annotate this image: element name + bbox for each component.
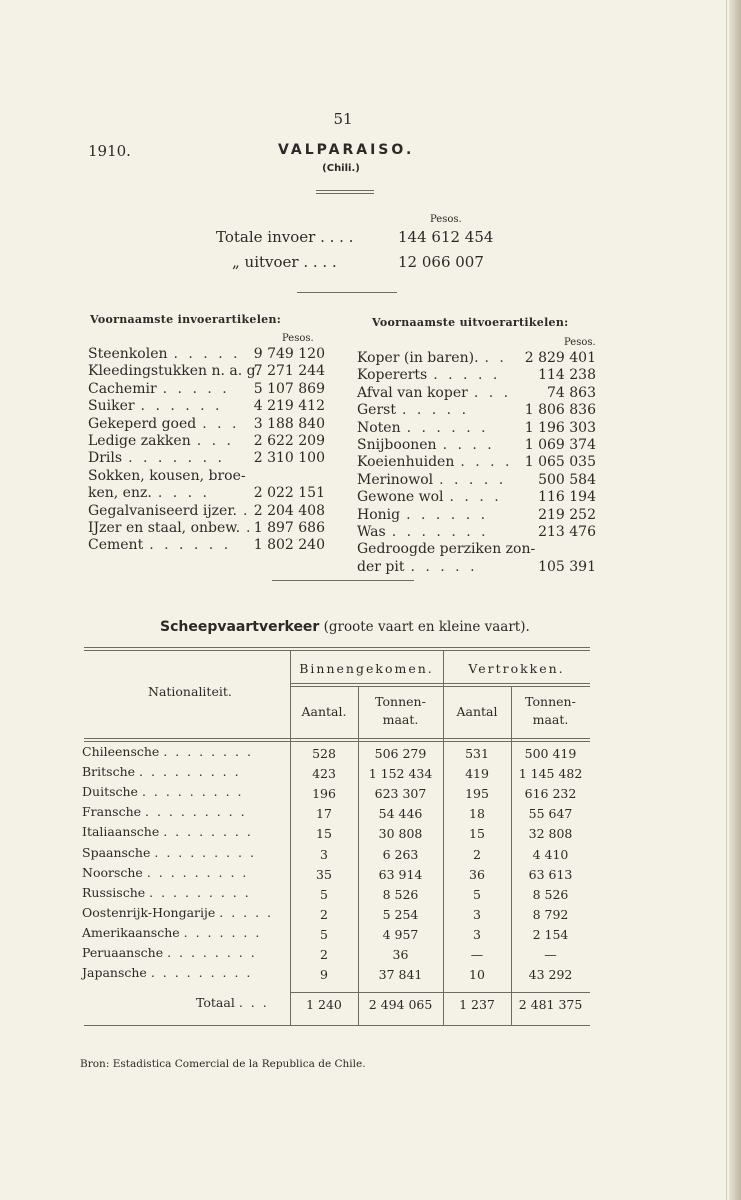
export-item bbox=[357, 454, 513, 470]
cell-in-count: 423 bbox=[312, 766, 336, 782]
cell-in-tons: 4 957 bbox=[382, 926, 419, 942]
export-item-value: 105 391 bbox=[538, 558, 596, 575]
export-item bbox=[357, 489, 502, 505]
cell-out-tons: 43 292 bbox=[528, 967, 573, 983]
total-in-count: 1 240 bbox=[306, 997, 342, 1012]
country-subtitle: (Chili.) bbox=[322, 163, 360, 174]
import-item bbox=[88, 398, 223, 414]
source-note: Bron: Estadistica Comercial de la Republica de Chile. bbox=[80, 1058, 366, 1070]
cell-out-tons: — bbox=[544, 947, 557, 962]
export-item-name: Kopererts bbox=[357, 367, 428, 384]
export-item-name: Koeienhuiden bbox=[357, 454, 455, 471]
export-item-dots: . . . . bbox=[460, 454, 513, 471]
import-item-name: Gekeperd goed bbox=[88, 415, 197, 432]
import-item-value: 4 219 412 bbox=[253, 398, 325, 415]
export-item bbox=[357, 367, 500, 383]
departed-subrule bbox=[444, 686, 590, 687]
header-out-tons-2: maat. bbox=[532, 712, 569, 727]
export-item-dots: . . . . . bbox=[433, 367, 501, 384]
header-arrived: Binnengekomen. bbox=[299, 661, 434, 676]
table-row-nationality bbox=[82, 965, 252, 980]
table-row-nationality bbox=[82, 804, 247, 819]
report-year: 1910. bbox=[88, 142, 131, 160]
export-item-value: 219 252 bbox=[538, 506, 596, 523]
import-item-dots: . . . bbox=[196, 433, 234, 449]
cell-in-count: 3 bbox=[320, 846, 328, 862]
table-header-rule bbox=[84, 738, 590, 739]
total-import-label: Totale invoer . . . . bbox=[216, 228, 354, 246]
import-item bbox=[88, 468, 252, 484]
import-item bbox=[88, 433, 234, 449]
export-item-value: 1 069 374 bbox=[524, 437, 596, 453]
table-row-nationality bbox=[82, 764, 241, 779]
cell-in-count: 196 bbox=[312, 786, 336, 802]
import-item-value: 5 107 869 bbox=[253, 380, 325, 397]
export-item-value: 1 196 303 bbox=[524, 419, 596, 436]
nationality-name: Peruaansche bbox=[82, 945, 164, 960]
table-header-rule bbox=[84, 741, 590, 742]
export-item-name: Snijboonen bbox=[357, 437, 437, 453]
import-item-value: 2 022 151 bbox=[253, 485, 325, 502]
cell-in-tons: 1 152 434 bbox=[368, 766, 433, 782]
nationality-dots: . . . . . . . . . bbox=[145, 804, 247, 820]
cell-out-count: 18 bbox=[469, 806, 485, 822]
export-item bbox=[357, 541, 541, 557]
import-item bbox=[88, 503, 250, 519]
cell-in-count: 35 bbox=[316, 866, 332, 882]
nationality-dots: . . . . . . . . . bbox=[154, 844, 256, 860]
import-item-name: Steenkolen bbox=[88, 346, 168, 362]
title-rule bbox=[316, 193, 374, 194]
import-item-dots: . . . . bbox=[157, 485, 210, 502]
header-nationality: Nationaliteit. bbox=[148, 684, 232, 699]
total-row-label bbox=[196, 995, 269, 1010]
export-item bbox=[357, 385, 511, 401]
cell-in-count: 5 bbox=[320, 926, 328, 942]
total-out-tons: 2 481 375 bbox=[518, 997, 583, 1012]
cell-in-tons: 63 914 bbox=[378, 866, 423, 882]
cell-out-count: 419 bbox=[465, 766, 489, 782]
export-item-dots: . . . . bbox=[449, 489, 502, 506]
nationality-dots: . . . . . . . . . bbox=[139, 764, 241, 780]
cell-in-tons: 54 446 bbox=[378, 806, 423, 822]
header-departed: Vertrokken. bbox=[468, 661, 565, 676]
table-row-nationality bbox=[82, 865, 248, 880]
nationality-dots: . . . . . . . . bbox=[167, 945, 257, 960]
cell-in-count: 15 bbox=[316, 826, 332, 842]
cell-in-tons: 8 526 bbox=[382, 886, 419, 902]
import-item-dots: . . . . . . bbox=[149, 537, 232, 554]
cell-out-count: 195 bbox=[465, 786, 489, 802]
import-item-dots: . . . . . bbox=[173, 346, 241, 362]
export-item-dots: . . . bbox=[473, 384, 512, 401]
export-item-name: der pit bbox=[357, 558, 405, 575]
cell-in-count: 17 bbox=[316, 806, 332, 822]
city-title: VALPARAISO. bbox=[278, 142, 415, 158]
total-dots: . . . bbox=[238, 995, 269, 1010]
table-row-nationality bbox=[82, 885, 251, 900]
total-export-value: 12 066 007 bbox=[398, 253, 484, 271]
import-item-name: Ledige zakken bbox=[88, 433, 191, 449]
export-item-dots: . . . . . bbox=[410, 558, 478, 575]
import-item-dots: . . . . . . . bbox=[128, 450, 225, 467]
cell-in-tons: 506 279 bbox=[374, 746, 427, 761]
shipping-subtitle: (groote vaart en kleine vaart). bbox=[323, 619, 530, 635]
export-item-name: Gewone wol bbox=[357, 489, 444, 506]
cell-out-count: 3 bbox=[473, 926, 481, 942]
export-item-name: Merinowol bbox=[357, 471, 434, 488]
nationality-dots: . . . . . . . . . bbox=[149, 884, 251, 900]
import-item-name: IJzer en staal, onbew. bbox=[88, 520, 241, 536]
table-row-nationality bbox=[82, 845, 256, 860]
export-item bbox=[357, 420, 489, 436]
nationality-dots: . . . . . bbox=[219, 904, 274, 920]
import-item bbox=[88, 537, 231, 553]
cell-in-tons: 5 254 bbox=[382, 906, 419, 922]
nationality-name: Oostenrijk-Hongarije bbox=[82, 904, 216, 920]
import-item-name: Drils bbox=[88, 450, 123, 467]
import-item-dots: . . . . . bbox=[162, 380, 230, 397]
total-label: Totaal bbox=[196, 995, 235, 1010]
cell-out-count: 36 bbox=[469, 866, 485, 882]
import-item-name: Kleedingstukken n. a. g. bbox=[88, 363, 261, 380]
header-in-tons-2: maat. bbox=[382, 712, 419, 727]
cell-out-tons: 2 154 bbox=[532, 926, 569, 942]
export-item-dots: . . . . . bbox=[401, 402, 470, 419]
export-item bbox=[357, 507, 488, 523]
nationality-dots: . . . . . . . . . bbox=[146, 864, 249, 880]
cell-out-count: — bbox=[470, 947, 484, 962]
export-item-value: 1 065 035 bbox=[524, 454, 596, 471]
cell-in-tons: 30 808 bbox=[378, 826, 423, 842]
import-item-dots: . . . bbox=[202, 415, 240, 432]
cell-out-tons: 4 410 bbox=[532, 846, 569, 862]
cell-in-tons: 623 307 bbox=[374, 786, 427, 802]
totals-unit: Pesos. bbox=[430, 214, 462, 225]
cell-in-count: 5 bbox=[320, 886, 328, 902]
import-item-dots: . bbox=[246, 520, 254, 536]
cell-in-count: 2 bbox=[320, 906, 328, 922]
export-item-name: Noten bbox=[357, 419, 401, 436]
title-rule bbox=[316, 190, 374, 191]
section-rule bbox=[272, 580, 414, 581]
import-item-value: 7 271 244 bbox=[253, 363, 325, 380]
table-top-rule bbox=[84, 650, 590, 651]
arrived-subrule bbox=[290, 683, 443, 684]
export-item-value: 213 476 bbox=[538, 524, 596, 540]
export-item bbox=[357, 350, 507, 366]
nationality-name: Noorsche bbox=[82, 864, 143, 880]
shipping-title-main: Scheepvaartverkeer bbox=[160, 619, 320, 635]
cell-out-count: 531 bbox=[465, 746, 489, 761]
page-number: 51 bbox=[333, 110, 353, 128]
export-item-name: Gerst bbox=[357, 402, 396, 419]
nationality-name: Duitsche bbox=[82, 784, 138, 800]
total-export-label: „ uitvoer . . . . bbox=[232, 253, 337, 271]
cell-out-tons: 500 419 bbox=[524, 746, 577, 761]
nationality-name: Spaansche bbox=[82, 844, 151, 860]
import-item-value: 2 622 209 bbox=[253, 433, 325, 449]
total-out-count: 1 237 bbox=[459, 997, 495, 1012]
cell-out-tons: 1 145 482 bbox=[518, 766, 583, 782]
nationality-dots: . . . . . . . . bbox=[163, 744, 253, 759]
cell-in-tons: 37 841 bbox=[378, 967, 423, 983]
export-item-value: 500 584 bbox=[538, 471, 596, 488]
cell-out-tons: 8 526 bbox=[532, 886, 569, 902]
cell-in-count: 2 bbox=[320, 947, 328, 962]
table-row-nationality bbox=[82, 945, 257, 960]
table-bottom-rule bbox=[84, 1025, 590, 1026]
total-in-tons: 2 494 065 bbox=[368, 997, 433, 1012]
export-item-name: Afval van koper bbox=[357, 384, 468, 401]
nationality-name: Japansche bbox=[82, 965, 147, 981]
cell-out-tons: 32 808 bbox=[528, 826, 573, 842]
export-item bbox=[357, 472, 506, 488]
nationality-name: Fransche bbox=[82, 804, 142, 820]
cell-in-tons: 6 263 bbox=[382, 846, 419, 862]
import-item-name: Cachemir bbox=[88, 380, 157, 397]
export-item-dots: . . . . . bbox=[439, 471, 507, 488]
export-item-value: 2 829 401 bbox=[524, 350, 596, 366]
page-edge-shadow bbox=[729, 0, 741, 1200]
import-item bbox=[88, 346, 241, 362]
export-item-value: 1 806 836 bbox=[524, 402, 596, 419]
export-item-name: Was bbox=[357, 524, 386, 540]
export-item-name: Koper (in baren). bbox=[357, 350, 479, 366]
export-item-dots: . . . . bbox=[442, 437, 495, 453]
import-item-value: 1 897 686 bbox=[253, 520, 325, 536]
header-out-tons-1: Tonnen- bbox=[525, 694, 576, 709]
departed-subrule bbox=[444, 683, 590, 684]
import-item-dots: . bbox=[242, 502, 251, 519]
header-in-tons-1: Tonnen- bbox=[375, 694, 426, 709]
export-item bbox=[357, 437, 495, 453]
import-item-name: ken, enz. bbox=[88, 485, 152, 502]
cell-in-count: 9 bbox=[320, 967, 328, 983]
table-row-nationality bbox=[82, 744, 253, 759]
table-row-nationality bbox=[82, 784, 244, 799]
export-item-value: 74 863 bbox=[547, 384, 596, 401]
exports-unit: Pesos. bbox=[564, 337, 596, 348]
import-item bbox=[88, 381, 230, 397]
nationality-name: Chileensche bbox=[82, 744, 160, 759]
import-item-name: Sokken, kousen, broe- bbox=[88, 467, 246, 484]
table-row-nationality bbox=[82, 824, 253, 839]
cell-out-tons: 616 232 bbox=[524, 786, 577, 802]
export-item-dots: . . . . . . bbox=[406, 419, 489, 436]
cell-out-tons: 55 647 bbox=[528, 806, 573, 822]
cell-out-count: 2 bbox=[473, 846, 481, 862]
import-item bbox=[88, 485, 210, 501]
import-item-value: 1 802 240 bbox=[253, 537, 325, 554]
import-item bbox=[88, 450, 225, 466]
table-row-nationality bbox=[82, 925, 261, 940]
header-in-count: Aantal. bbox=[301, 704, 347, 719]
nationality-dots: . . . . . . . bbox=[183, 924, 262, 940]
cell-out-count: 3 bbox=[473, 906, 481, 922]
export-item-dots: . . . . . . . bbox=[391, 524, 489, 540]
page-edge-line bbox=[726, 0, 727, 1200]
export-item-name: Gedroogde perziken zon- bbox=[357, 541, 536, 558]
total-rule bbox=[290, 992, 590, 993]
import-item-dots: . . . . . . bbox=[140, 398, 223, 415]
export-item bbox=[357, 402, 469, 418]
nationality-name: Britsche bbox=[82, 764, 136, 780]
nationality-dots: . . . . . . . . . bbox=[150, 965, 253, 981]
total-import-value: 144 612 454 bbox=[398, 228, 494, 246]
export-item-dots: . . bbox=[484, 350, 507, 366]
cell-out-count: 5 bbox=[473, 886, 481, 902]
cell-in-tons: 36 bbox=[392, 947, 409, 962]
cell-out-tons: 8 792 bbox=[532, 906, 569, 922]
import-item bbox=[88, 520, 254, 536]
export-item bbox=[357, 559, 478, 575]
cell-in-count: 528 bbox=[312, 746, 336, 761]
cell-out-count: 15 bbox=[469, 826, 485, 842]
import-item-value: 3 188 840 bbox=[253, 415, 325, 432]
totals-rule bbox=[297, 292, 397, 293]
import-item bbox=[88, 416, 240, 432]
export-item-name: Honig bbox=[357, 506, 401, 523]
export-item-dots: . . . . . . bbox=[406, 506, 489, 523]
export-item-value: 116 194 bbox=[538, 489, 596, 506]
shipping-title bbox=[160, 619, 530, 635]
cell-out-count: 10 bbox=[469, 967, 485, 983]
import-item-name: Cement bbox=[88, 537, 144, 554]
import-item-value: 2 310 100 bbox=[253, 450, 325, 467]
imports-unit: Pesos. bbox=[282, 333, 314, 344]
import-item-value: 9 749 120 bbox=[253, 346, 325, 362]
table-top-rule bbox=[84, 647, 590, 648]
import-item-name: Suiker bbox=[88, 398, 135, 415]
import-item-value: 2 204 408 bbox=[253, 502, 325, 519]
nationality-name: Russische bbox=[82, 884, 146, 900]
nationality-dots: . . . . . . . . bbox=[163, 824, 253, 840]
export-item-value: 114 238 bbox=[538, 367, 596, 384]
nationality-name: Amerikaansche bbox=[82, 924, 180, 940]
cell-out-tons: 63 613 bbox=[528, 866, 573, 882]
exports-title: Voornaamste uitvoerartikelen: bbox=[372, 316, 569, 329]
nationality-name: Italiaansche bbox=[82, 824, 160, 840]
export-item bbox=[357, 524, 489, 540]
arrived-subrule bbox=[290, 686, 443, 687]
header-out-count: Aantal bbox=[456, 704, 498, 719]
import-item-name: Gegalvaniseerd ijzer. bbox=[88, 502, 237, 519]
imports-title: Voornaamste invoerartikelen: bbox=[90, 313, 282, 326]
nationality-dots: . . . . . . . . . bbox=[141, 784, 244, 800]
table-row-nationality bbox=[82, 905, 273, 920]
